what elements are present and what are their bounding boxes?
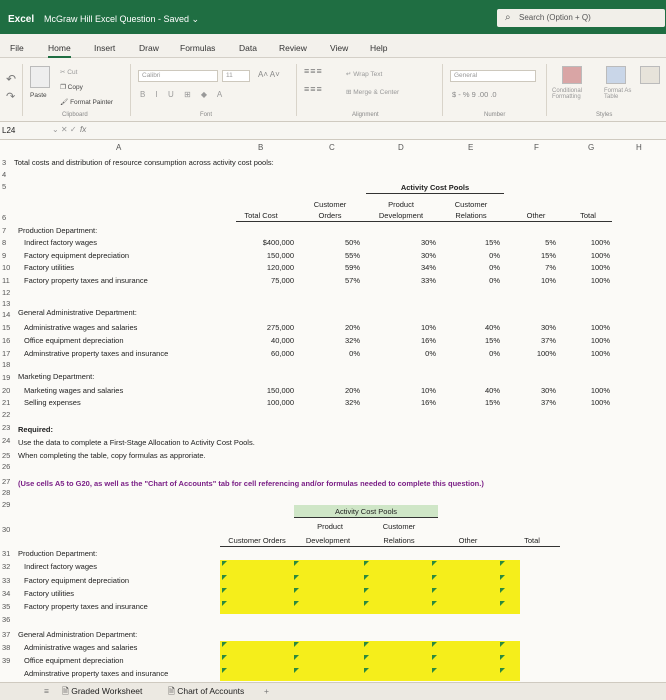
name-box[interactable]: L24 — [2, 126, 16, 135]
value-cell-cr[interactable]: 15% — [484, 336, 500, 345]
answer-row-label: Factory property taxes and insurance — [24, 602, 148, 611]
row-number[interactable]: 27 — [2, 477, 11, 486]
formula-indicator-icon — [500, 575, 505, 580]
formula-indicator-icon — [500, 642, 505, 647]
tab-insert[interactable]: Insert — [94, 43, 116, 53]
formula-indicator-icon — [222, 575, 227, 580]
value-cell-pd[interactable]: 16% — [420, 398, 436, 407]
row-label: Factory utilities — [24, 263, 75, 272]
cut-button[interactable]: ✂ Cut — [60, 69, 78, 76]
search-placeholder: Search (Option + Q) — [519, 13, 591, 22]
value-cell-cost[interactable]: 40,000 — [271, 336, 294, 345]
col-header-c[interactable]: C — [329, 143, 335, 152]
conditional-formatting-icon[interactable] — [562, 66, 582, 84]
formula-indicator-icon — [222, 668, 227, 673]
col-other: Other — [526, 211, 546, 220]
value-cell-co[interactable]: 57% — [344, 276, 360, 285]
row-number[interactable]: 29 — [2, 500, 11, 509]
answer-col-product-dev-2: Development — [305, 536, 351, 545]
answer-pools-header: Activity Cost Pools — [334, 507, 398, 516]
row-label: Factory property taxes and insurance — [24, 276, 148, 285]
formula-indicator-icon — [432, 588, 437, 593]
col-product-dev-1: Product — [388, 200, 414, 209]
value-cell-co[interactable]: 20% — [344, 323, 360, 332]
formula-indicator-icon — [222, 588, 227, 593]
undo-icon[interactable]: ↶ — [6, 72, 17, 86]
col-header-a[interactable]: A — [116, 143, 122, 152]
sheet-title: Total costs and distribution of resource consumption across activity cost pools: — [14, 158, 274, 167]
row-number[interactable]: 32 — [2, 562, 11, 571]
value-cell-pd[interactable]: 33% — [420, 276, 436, 285]
col-header-e[interactable]: E — [468, 143, 474, 152]
answer-row-label: Indirect factory wages — [24, 562, 97, 571]
value-cell-total[interactable]: 100% — [590, 238, 610, 247]
font-label: Font — [200, 112, 213, 118]
formula-bar — [0, 122, 666, 140]
value-cell-cr[interactable]: 0% — [489, 263, 500, 272]
row-label: Adminstrative property taxes and insurance — [24, 349, 169, 358]
row-label: Factory equipment depreciation — [24, 251, 130, 260]
paste-icon[interactable] — [30, 66, 50, 88]
answer-col-customer-relations-2: Relations — [383, 536, 415, 545]
row-number[interactable]: 28 — [2, 488, 11, 497]
formula-indicator-icon — [364, 642, 369, 647]
formula-indicator-icon — [364, 668, 369, 673]
formula-indicator-icon — [432, 655, 437, 660]
value-cell-pd[interactable]: 34% — [420, 263, 436, 272]
row-number[interactable]: 36 — [2, 615, 11, 624]
value-cell-cr[interactable]: 0% — [489, 349, 500, 358]
row-number[interactable]: 8 — [2, 238, 7, 247]
col-total-cost: Total Cost — [244, 211, 278, 220]
formula-indicator-icon — [222, 561, 227, 566]
format-as-table-label[interactable]: Format As Table — [604, 88, 632, 100]
formula-indicator-icon — [294, 575, 299, 580]
font-name-select[interactable]: Calibri — [138, 70, 218, 82]
formula-actions[interactable]: ⌄ ✕ ✓ — [52, 125, 77, 134]
row-number[interactable]: 19 — [2, 373, 11, 382]
clipboard-label: Clipboard — [62, 112, 88, 118]
col-header-g[interactable]: G — [588, 143, 595, 152]
value-cell-cost[interactable]: $400,000 — [262, 238, 294, 247]
value-cell-pd[interactable]: 30% — [420, 238, 436, 247]
tab-view[interactable]: View — [330, 43, 349, 53]
tab-help[interactable]: Help — [370, 43, 388, 53]
value-cell-total[interactable]: 100% — [590, 263, 610, 272]
required-label: Required: — [18, 425, 54, 434]
cell-styles-icon[interactable] — [640, 66, 660, 84]
sheet-tab-chart-of-accounts[interactable]: 🗎 Chart of Accounts — [168, 686, 245, 696]
formula-indicator-icon — [432, 575, 437, 580]
styles-label: Styles — [596, 112, 613, 118]
font-size-select[interactable]: 11 — [222, 70, 250, 82]
row-number[interactable]: 7 — [2, 226, 7, 235]
col-customer-orders-2: Orders — [318, 211, 342, 220]
row-label: Selling expenses — [24, 398, 81, 407]
row-number[interactable]: 21 — [2, 398, 11, 407]
value-cell-cr[interactable]: 0% — [489, 276, 500, 285]
row-number[interactable]: 22 — [2, 410, 11, 419]
production-dept-label: Production Department: — [18, 226, 98, 235]
row-label: Office equipment depreciation — [24, 336, 124, 345]
formula-indicator-icon — [222, 642, 227, 647]
format-painter-button[interactable]: 🖌 Format Painter — [60, 99, 114, 106]
conditional-formatting-label[interactable]: Conditional Formatting — [552, 88, 583, 100]
answer-row-label: Administrative wages and salaries — [24, 643, 138, 652]
value-cell-co[interactable]: 59% — [344, 263, 360, 272]
answer-input-cells[interactable] — [220, 641, 520, 681]
col-customer-relations-1: Customer — [454, 200, 488, 209]
row-label: Indirect factory wages — [24, 238, 97, 247]
value-cell-other[interactable]: 10% — [540, 276, 556, 285]
col-header-b[interactable]: B — [258, 143, 264, 152]
value-cell-other[interactable]: 37% — [540, 398, 556, 407]
alignment-label: Alignment — [352, 112, 379, 118]
answer-row-label: Factory equipment depreciation — [24, 576, 130, 585]
value-cell-pd[interactable]: 0% — [425, 349, 436, 358]
value-cell-total[interactable]: 100% — [590, 349, 610, 358]
add-sheet-button[interactable]: + — [264, 686, 269, 696]
value-cell-cost[interactable]: 75,000 — [271, 276, 294, 285]
row-number[interactable]: 24 — [2, 436, 11, 445]
ribbon-tabs — [0, 34, 666, 58]
tab-draw[interactable]: Draw — [139, 43, 159, 53]
row-label: Marketing wages and salaries — [24, 386, 124, 395]
row-number[interactable]: 20 — [2, 386, 11, 395]
col-product-dev-2: Development — [378, 211, 424, 220]
formula-indicator-icon — [364, 561, 369, 566]
col-customer-orders-1: Customer — [313, 200, 347, 209]
value-cell-co[interactable]: 55% — [344, 251, 360, 260]
col-header-f[interactable]: F — [534, 143, 539, 152]
fx-icon[interactable]: fx — [80, 125, 87, 134]
formula-indicator-icon — [432, 642, 437, 647]
formula-indicator-icon — [500, 588, 505, 593]
instruction-note: (Use cells A5 to G20, as well as the "Chart of Accounts" tab for cell referencing and/or formulas needed to complete this question.) — [18, 479, 484, 488]
row-number[interactable]: 30 — [2, 525, 11, 534]
value-cell-cr[interactable]: 15% — [484, 398, 500, 407]
answer-ga-dept-label: General Administration Department: — [18, 630, 138, 639]
formula-indicator-icon — [432, 668, 437, 673]
formula-indicator-icon — [500, 601, 505, 606]
formula-indicator-icon — [222, 655, 227, 660]
formula-indicator-icon — [294, 655, 299, 660]
search-icon: ⌕ — [505, 12, 511, 23]
mkt-dept-label: Marketing Department: — [18, 372, 95, 381]
answer-col-customer-relations-1: Customer — [382, 522, 416, 531]
instruction-2: When completing the table, copy formulas as approriate. — [18, 451, 206, 460]
search-box[interactable] — [497, 9, 665, 27]
row-number[interactable]: 16 — [2, 336, 11, 345]
value-cell-total[interactable]: 100% — [590, 336, 610, 345]
tab-home[interactable]: Home — [48, 43, 71, 58]
formula-indicator-icon — [432, 601, 437, 606]
formula-indicator-icon — [500, 655, 505, 660]
formula-indicator-icon — [222, 601, 227, 606]
row-number[interactable]: 23 — [2, 423, 11, 432]
row-label: Administrative wages and salaries — [24, 323, 138, 332]
title-bar — [0, 0, 666, 34]
value-cell-cost[interactable]: 275,000 — [266, 323, 294, 332]
row-number[interactable]: 25 — [2, 451, 11, 460]
row-number[interactable]: 18 — [2, 360, 11, 369]
tab-file[interactable]: File — [10, 43, 24, 53]
format-as-table-icon[interactable] — [606, 66, 626, 84]
worksheet-grid[interactable] — [0, 140, 666, 682]
formula-indicator-icon — [432, 561, 437, 566]
value-cell-total[interactable]: 100% — [590, 386, 610, 395]
wrap-text-button[interactable]: ↵ Wrap Text — [346, 71, 383, 78]
col-header-d[interactable]: D — [398, 143, 404, 152]
value-cell-cost[interactable]: 150,000 — [266, 386, 294, 395]
value-cell-pd[interactable]: 10% — [420, 323, 436, 332]
row-number[interactable]: 37 — [2, 630, 11, 639]
answer-col-product-dev-1: Product — [317, 522, 343, 531]
value-cell-pd[interactable]: 10% — [420, 386, 436, 395]
paste-label[interactable]: Paste — [30, 92, 47, 99]
value-cell-other[interactable]: 5% — [545, 238, 556, 247]
ga-dept-label: General Administrative Department: — [18, 308, 137, 317]
number-format-select[interactable]: General — [450, 70, 536, 82]
value-cell-cost[interactable]: 150,000 — [266, 251, 294, 260]
formula-indicator-icon — [294, 588, 299, 593]
row-number[interactable]: 13 — [2, 299, 11, 308]
value-cell-other[interactable]: 30% — [540, 386, 556, 395]
value-cell-total[interactable]: 100% — [590, 398, 610, 407]
row-number[interactable]: 33 — [2, 576, 11, 585]
value-cell-co[interactable]: 50% — [344, 238, 360, 247]
copy-button[interactable]: ❐ Copy — [60, 84, 83, 91]
sheet-tab-graded-worksheet[interactable]: 🗎 Graded Worksheet — [62, 686, 143, 696]
row-number[interactable]: 39 — [2, 656, 11, 665]
formula-indicator-icon — [500, 561, 505, 566]
col-header-h[interactable]: H — [636, 143, 642, 152]
number-label: Number — [484, 112, 506, 118]
value-cell-other[interactable]: 100% — [536, 349, 556, 358]
answer-row-label: Office equipment depreciation — [24, 656, 124, 665]
value-cell-cr[interactable]: 0% — [489, 251, 500, 260]
value-cell-co[interactable]: 0% — [349, 349, 360, 358]
answer-col-customer-orders: Customer Orders — [228, 536, 286, 545]
row-number[interactable]: 6 — [2, 213, 7, 222]
formula-indicator-icon — [294, 668, 299, 673]
answer-input-cells[interactable] — [220, 560, 520, 614]
value-cell-co[interactable]: 32% — [344, 336, 360, 345]
answer-row-label: Factory utilities — [24, 589, 75, 598]
value-cell-cr[interactable]: 40% — [484, 386, 500, 395]
value-cell-co[interactable]: 32% — [344, 398, 360, 407]
answer-production-dept-label: Production Department: — [18, 549, 98, 558]
font-style-buttons[interactable]: B I U ⊞ ◆ A — [140, 90, 227, 99]
app-name: Excel — [8, 14, 35, 25]
formula-indicator-icon — [364, 655, 369, 660]
value-cell-other[interactable]: 7% — [545, 263, 556, 272]
value-cell-other[interactable]: 15% — [540, 251, 556, 260]
col-customer-relations-2: Relations — [455, 211, 487, 220]
font-grow-icon[interactable]: A˄ A˅ — [258, 70, 280, 79]
value-cell-cost[interactable]: 60,000 — [271, 349, 294, 358]
align-icons[interactable]: ≡≡≡ — [304, 66, 323, 76]
document-title[interactable]: McGraw Hill Excel Question - Saved ⌄ — [44, 14, 200, 24]
value-cell-co[interactable]: 20% — [344, 386, 360, 395]
row-number[interactable]: 26 — [2, 462, 11, 471]
value-cell-cost[interactable]: 100,000 — [266, 398, 294, 407]
redo-icon[interactable]: ↷ — [6, 91, 16, 103]
formula-indicator-icon — [294, 561, 299, 566]
value-cell-cr[interactable]: 15% — [484, 238, 500, 247]
row-number[interactable]: 31 — [2, 549, 11, 558]
row-number[interactable]: 4 — [2, 170, 7, 179]
row-number[interactable]: 9 — [2, 251, 7, 260]
merge-center-button[interactable]: ⊞ Merge & Center — [346, 89, 400, 96]
sheet-list-icon[interactable]: ≡ — [44, 686, 49, 696]
answer-col-total: Total — [524, 536, 540, 545]
row-number[interactable]: 17 — [2, 349, 11, 358]
row-number[interactable]: 34 — [2, 589, 11, 598]
row-number[interactable]: 11 — [2, 276, 10, 285]
answer-col-other: Other — [458, 536, 478, 545]
formula-indicator-icon — [294, 601, 299, 606]
formula-indicator-icon — [364, 588, 369, 593]
value-cell-cr[interactable]: 40% — [484, 323, 500, 332]
formula-indicator-icon — [500, 668, 505, 673]
value-cell-cost[interactable]: 120,000 — [266, 263, 294, 272]
pools-header: Activity Cost Pools — [400, 183, 470, 192]
row-number[interactable]: 3 — [2, 158, 7, 167]
tab-data[interactable]: Data — [239, 43, 257, 53]
formula-indicator-icon — [364, 575, 369, 580]
formula-indicator-icon — [364, 601, 369, 606]
value-cell-other[interactable]: 30% — [540, 323, 556, 332]
value-cell-total[interactable]: 100% — [590, 251, 610, 260]
col-total: Total — [580, 211, 596, 220]
answer-row-label: Adminstrative property taxes and insurance — [24, 669, 169, 678]
value-cell-pd[interactable]: 16% — [420, 336, 436, 345]
tab-formulas[interactable]: Formulas — [180, 43, 216, 53]
ribbon — [0, 58, 666, 122]
row-number[interactable]: 38 — [2, 643, 11, 652]
value-cell-total[interactable]: 100% — [590, 323, 610, 332]
value-cell-total[interactable]: 100% — [590, 276, 610, 285]
indent-icons[interactable]: ≡≡≡ — [304, 84, 323, 94]
row-number[interactable]: 5 — [2, 182, 7, 191]
sheet-tab-bar — [0, 682, 666, 700]
row-number[interactable]: 14 — [2, 310, 11, 319]
number-format-buttons[interactable]: $ - % 9 .00 .0 — [452, 90, 497, 99]
formula-indicator-icon — [294, 642, 299, 647]
instruction-1: Use the data to complete a First-Stage Allocation to Activity Cost Pools. — [18, 438, 255, 447]
row-number[interactable]: 12 — [2, 288, 11, 297]
row-number[interactable]: 10 — [2, 263, 11, 272]
row-number[interactable]: 35 — [2, 602, 11, 611]
row-number[interactable]: 15 — [2, 323, 11, 332]
value-cell-other[interactable]: 37% — [540, 336, 556, 345]
value-cell-pd[interactable]: 30% — [420, 251, 436, 260]
tab-review[interactable]: Review — [279, 43, 307, 53]
